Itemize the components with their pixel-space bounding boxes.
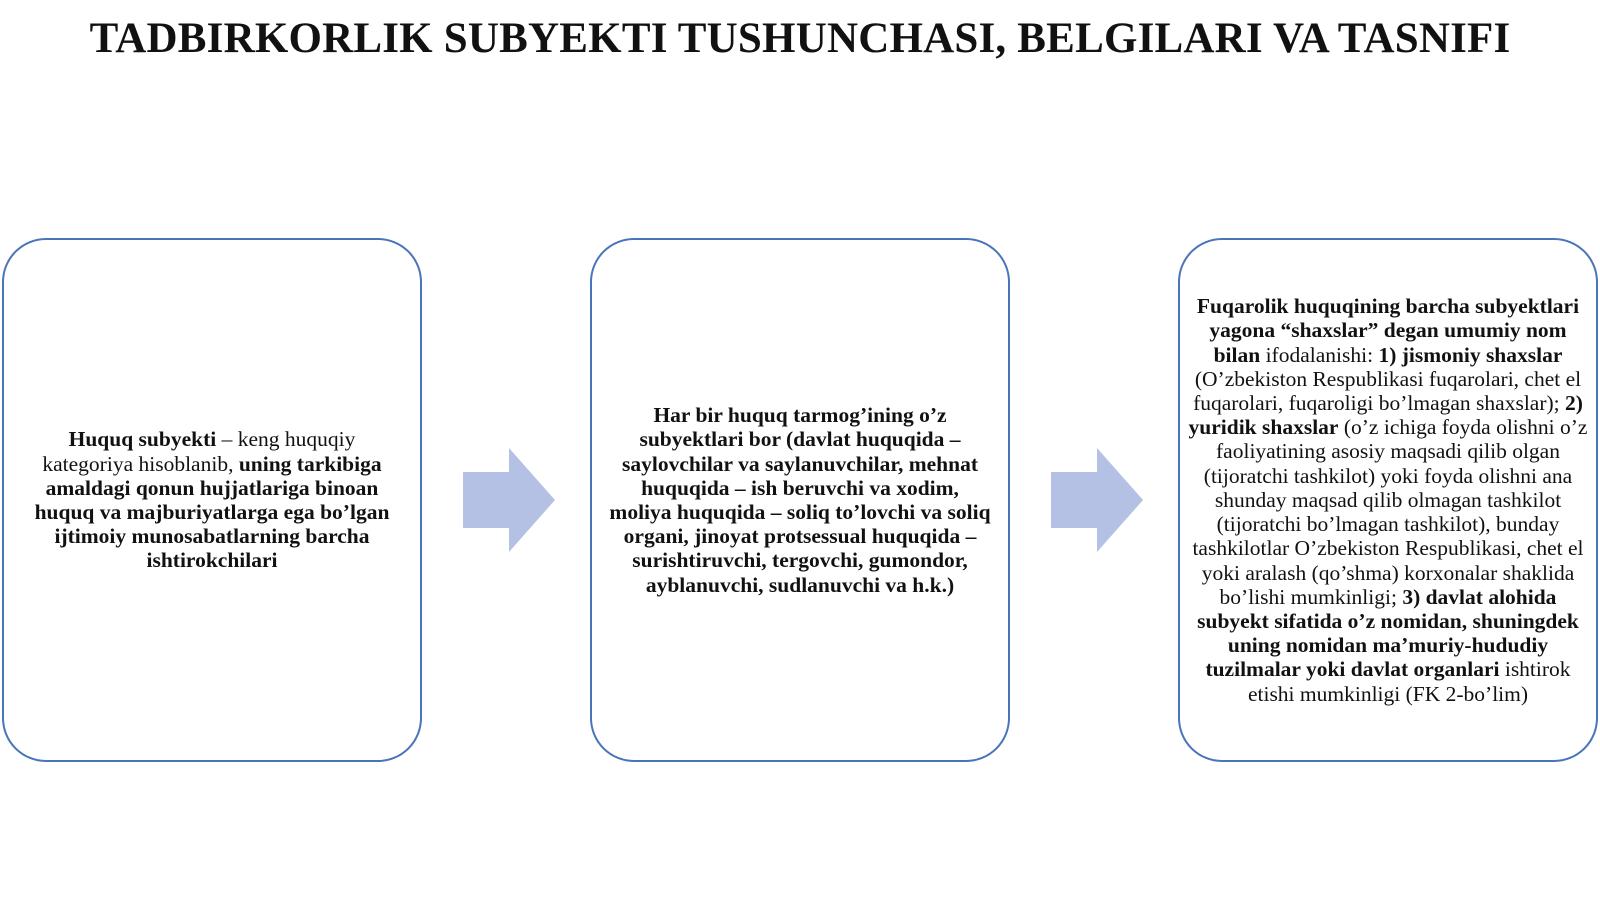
text-segment: – keng huquqiy kategoriya hisoblanib, (42, 427, 356, 476)
box-text (609, 403, 991, 597)
text-segment: Huquq subyekti (68, 427, 217, 452)
text-segment: ifodalanishi: (1260, 342, 1379, 367)
right-arrow-icon (463, 448, 555, 552)
right-arrow-icon (1051, 448, 1143, 552)
box-civil-law-persons (1178, 238, 1598, 762)
box-text (1188, 294, 1588, 705)
text-segment: Fuqarolik huquqining barcha subyektlari yagona “shaxslar” degan umumiy nom bilan (1196, 294, 1580, 367)
text-segment: uning tarkibiga amaldagi qonun hujjatlariga binoan huquq va majburiyatlarga ega bo’lgan ijtimoiy munosabatlarning barcha ishtirokchilari (34, 451, 390, 573)
arrow-shape (1051, 448, 1143, 552)
text-segment: 1) jismoniy shaxslar (1378, 342, 1563, 367)
arrow-shape (463, 448, 555, 552)
text-segment: ishtirok etishi mumkinligi (FK 2-bo’lim) (1247, 657, 1571, 706)
box-legal-subject-definition (2, 238, 422, 762)
text-segment: Har bir huquq tarmog’ining o’z subyektlari bor (davlat huquqida – saylovchilar va saylanuvchilar, mehnat huquqida – ish beruvchi va xodim, moliya huquqida – soliq to’lovchi va soliq organi, jinoyat protsessual huquqida – surishtiruvchi, tergovchi, gumondor, ayblanuvchi, sudlanuvchi va h.k.) (609, 403, 991, 597)
page-title: TADBIRKORLIK SUBYEKTI TUSHUNCHASI, BELGILARI VA TASNIFI (89, 15, 1511, 62)
box-text (21, 427, 403, 572)
text-segment: (o’z ichiga foyda olishni o’z faoliyatining asosiy maqsadi qilib olgan (tijoratchi tashkilot) yoki foyda olishni ana shunday maqsad qilib olmagan tashkilot (tijoratchi bo’lmagan tashkilot), bunday tashkilotlar O’zbekiston Respublikasi, chet el yoki aralash (qo’shma) korxonalar shaklida bo’lishi mumkinligi; (1192, 415, 1588, 609)
text-segment: 2) yuridik shaxslar (1188, 391, 1583, 440)
text-segment: 3) davlat alohida subyekt sifatida o’z nomidan, shuningdek uning nomidan ma’muriy-hududiy tuzilmalar yoki davlat organlari (1197, 584, 1579, 682)
text-segment: (O’zbekiston Respublikasi fuqarolari, chet el fuqarolari, fuqaroligi bo’lmagan shaxslar); (1193, 366, 1582, 416)
box-branch-subjects (590, 238, 1010, 762)
